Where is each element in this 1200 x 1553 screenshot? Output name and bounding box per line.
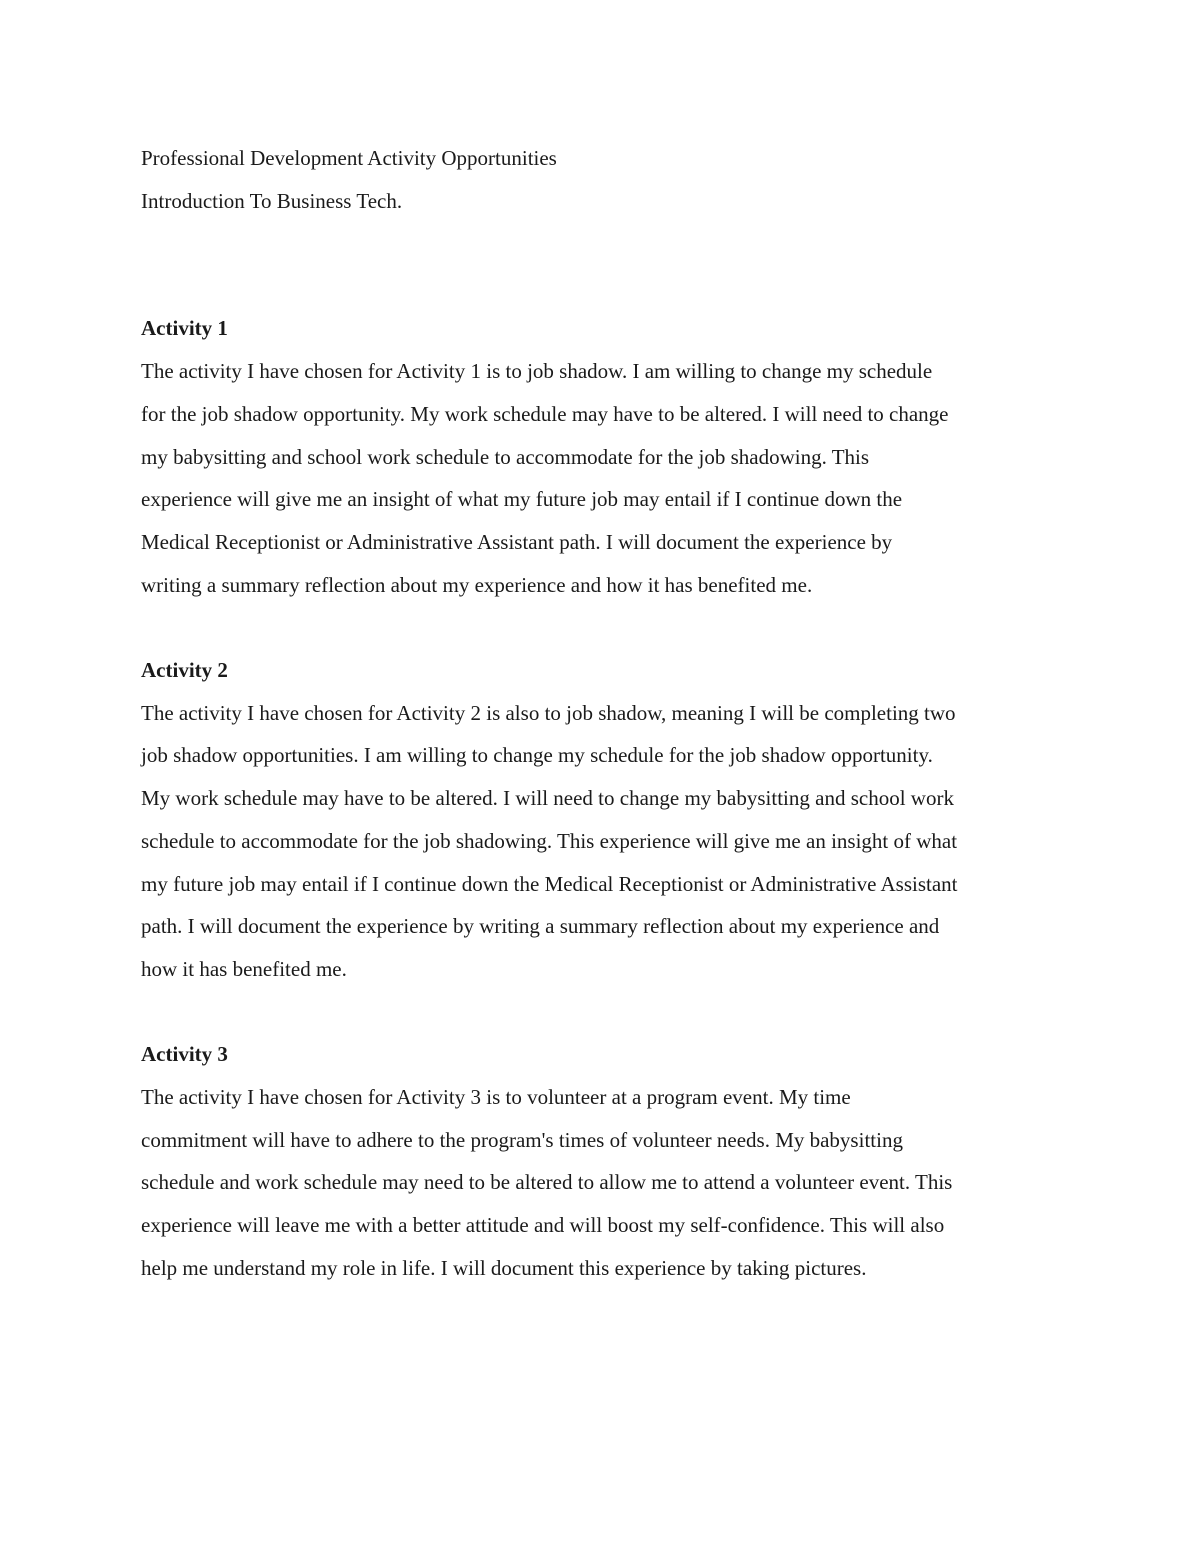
activity-section-1 bbox=[141, 307, 1071, 606]
activity-heading: Activity 2 bbox=[141, 658, 228, 683]
activity-paragraph bbox=[141, 1076, 1071, 1290]
paragraph-line: My work schedule may have to be altered. I will need to change my babysitting and school work bbox=[141, 786, 954, 811]
paragraph-line: for the job shadow opportunity. My work schedule may have to be altered. I will need to change bbox=[141, 401, 949, 426]
paragraph-line: The activity I have chosen for Activity 3 is to volunteer at a program event. My time bbox=[141, 1085, 851, 1110]
activity-heading: Activity 3 bbox=[141, 1042, 228, 1067]
activity-section-3 bbox=[141, 1033, 1071, 1289]
paragraph-line: experience will give me an insight of what my future job may entail if I continue down the bbox=[141, 487, 903, 512]
paragraph-line: experience will leave me with a better attitude and will boost my self-confidence. This will also bbox=[141, 1213, 945, 1238]
activity-paragraph bbox=[141, 692, 1071, 991]
paragraph-line: my babysitting and school work schedule to accommodate for the job shadowing. This bbox=[141, 444, 870, 469]
document-content bbox=[141, 137, 1071, 1332]
activity-section-2 bbox=[141, 649, 1071, 991]
document-title: Professional Development Activity Opportunities bbox=[141, 146, 557, 170]
activity-heading: Activity 1 bbox=[141, 316, 228, 341]
paragraph-line: writing a summary reflection about my experience and how it has benefited me. bbox=[141, 572, 813, 597]
paragraph-line: my future job may entail if I continue down the Medical Receptionist or Administrative Assistant bbox=[141, 871, 958, 896]
paragraph-line: Medical Receptionist or Administrative Assistant path. I will document the experience by bbox=[141, 529, 893, 554]
paragraph-line: schedule to accommodate for the job shadowing. This experience will give me an insight of what bbox=[141, 828, 958, 853]
paragraph-line: how it has benefited me. bbox=[141, 956, 347, 981]
paragraph-line: The activity I have chosen for Activity 1 is to job shadow. I am willing to change my schedule bbox=[141, 359, 933, 384]
paragraph-line: schedule and work schedule may need to be altered to allow me to attend a volunteer event. This bbox=[141, 1170, 953, 1195]
paragraph-line: help me understand my role in life. I will document this experience by taking pictures. bbox=[141, 1255, 867, 1280]
paragraph-line: commitment will have to adhere to the program's times of volunteer needs. My babysitting bbox=[141, 1127, 903, 1152]
paragraph-line: job shadow opportunities. I am willing to change my schedule for the job shadow opportunity. bbox=[141, 743, 933, 768]
paragraph-line: The activity I have chosen for Activity 2 is also to job shadow, meaning I will be completing two bbox=[141, 700, 956, 725]
course-name: Introduction To Business Tech. bbox=[141, 188, 403, 213]
document-header bbox=[141, 137, 1071, 222]
activity-paragraph bbox=[141, 350, 1071, 606]
paragraph-line: path. I will document the experience by writing a summary reflection about my experience and bbox=[141, 914, 940, 939]
